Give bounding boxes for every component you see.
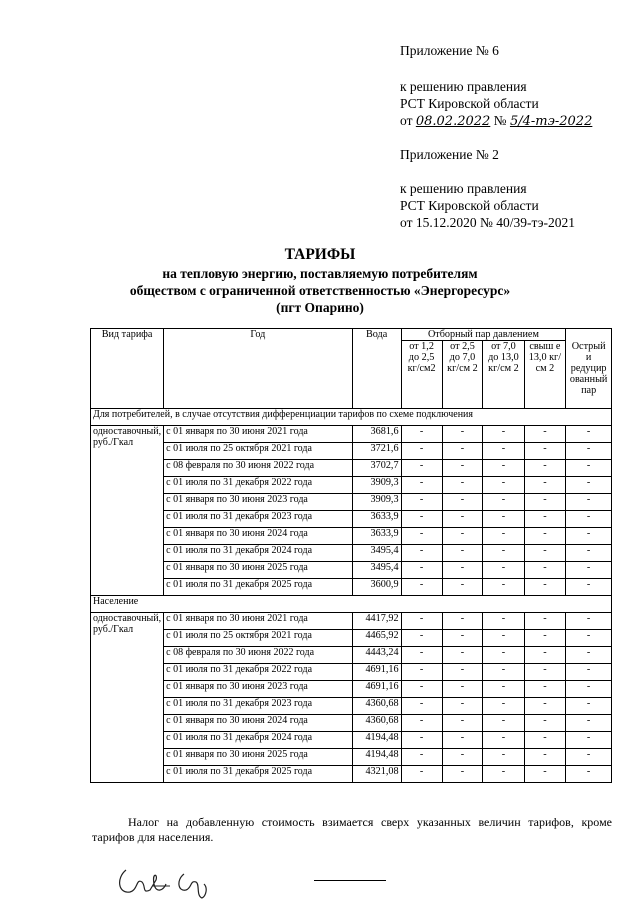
empty-tariff-cell: -: [483, 664, 524, 681]
period-cell: с 01 июля по 31 декабря 2024 года: [164, 732, 353, 749]
water-tariff-cell: 3633,9: [352, 511, 401, 528]
empty-tariff-cell: -: [524, 630, 566, 647]
empty-tariff-cell: -: [524, 460, 566, 477]
empty-tariff-cell: -: [483, 698, 524, 715]
table-row: [91, 698, 612, 715]
table-row: [91, 681, 612, 698]
empty-tariff-cell: -: [524, 511, 566, 528]
appendix-6-header: [400, 42, 499, 59]
period-cell: с 01 июля по 31 декабря 2025 года: [164, 579, 353, 596]
empty-tariff-cell: -: [566, 715, 612, 732]
empty-tariff-cell: -: [442, 528, 483, 545]
empty-tariff-cell: -: [566, 579, 612, 596]
decision-ref-1: [400, 78, 592, 130]
empty-tariff-cell: -: [566, 681, 612, 698]
period-cell: с 01 июля по 25 октября 2021 года: [164, 630, 353, 647]
empty-tariff-cell: -: [442, 681, 483, 698]
empty-tariff-cell: -: [483, 715, 524, 732]
empty-tariff-cell: -: [566, 613, 612, 630]
empty-tariff-cell: -: [483, 681, 524, 698]
water-tariff-cell: 3721,6: [352, 443, 401, 460]
empty-tariff-cell: -: [442, 749, 483, 766]
empty-tariff-cell: -: [483, 460, 524, 477]
empty-tariff-cell: -: [566, 511, 612, 528]
water-tariff-cell: 4691,16: [352, 664, 401, 681]
table-row: [91, 545, 612, 562]
empty-tariff-cell: -: [401, 698, 442, 715]
water-tariff-cell: 4360,68: [352, 698, 401, 715]
period-cell: с 01 июля по 31 декабря 2023 года: [164, 698, 353, 715]
empty-tariff-cell: -: [483, 630, 524, 647]
empty-tariff-cell: -: [442, 545, 483, 562]
empty-tariff-cell: -: [566, 426, 612, 443]
empty-tariff-cell: -: [442, 664, 483, 681]
water-tariff-cell: 3600,9: [352, 579, 401, 596]
decision-line: к решению правления: [400, 79, 527, 94]
empty-tariff-cell: -: [524, 698, 566, 715]
empty-tariff-cell: -: [483, 562, 524, 579]
col-steam-group-header: Отборный пар давлением: [401, 329, 566, 341]
water-tariff-cell: 3909,3: [352, 494, 401, 511]
table-row: [91, 460, 612, 477]
decision-line: к решению правления: [400, 181, 527, 196]
table-row: [91, 732, 612, 749]
water-tariff-cell: 4360,68: [352, 715, 401, 732]
empty-tariff-cell: -: [566, 443, 612, 460]
period-cell: с 01 июля по 31 декабря 2023 года: [164, 511, 353, 528]
period-cell: с 01 января по 30 июня 2024 года: [164, 715, 353, 732]
empty-tariff-cell: -: [401, 477, 442, 494]
empty-tariff-cell: -: [566, 698, 612, 715]
empty-tariff-cell: -: [524, 766, 566, 783]
period-cell: с 01 июля по 31 декабря 2022 года: [164, 477, 353, 494]
empty-tariff-cell: -: [442, 460, 483, 477]
empty-tariff-cell: -: [524, 681, 566, 698]
empty-tariff-cell: -: [524, 715, 566, 732]
col-pressure-1-header: от 1,2 до 2,5 кг/см2: [401, 341, 442, 409]
empty-tariff-cell: -: [442, 562, 483, 579]
col-pressure-2-header: от 2,5 до 7,0 кг/см 2: [442, 341, 483, 409]
period-cell: с 01 января по 30 июня 2023 года: [164, 681, 353, 698]
empty-tariff-cell: -: [483, 426, 524, 443]
section-row: [91, 596, 612, 613]
empty-tariff-cell: -: [483, 579, 524, 596]
water-tariff-cell: 3702,7: [352, 460, 401, 477]
decision-date-number: от 15.12.2020 № 40/39-тэ-2021: [400, 215, 575, 230]
appendix-2-header: [400, 146, 499, 163]
empty-tariff-cell: -: [401, 511, 442, 528]
period-cell: с 01 января по 30 июня 2021 года: [164, 613, 353, 630]
table-row: [91, 528, 612, 545]
empty-tariff-cell: -: [442, 732, 483, 749]
empty-tariff-cell: -: [401, 562, 442, 579]
water-tariff-cell: 4321,08: [352, 766, 401, 783]
empty-tariff-cell: -: [524, 545, 566, 562]
empty-tariff-cell: -: [483, 511, 524, 528]
empty-tariff-cell: -: [566, 766, 612, 783]
period-cell: с 08 февраля по 30 июня 2022 года: [164, 647, 353, 664]
empty-tariff-cell: -: [442, 766, 483, 783]
period-cell: с 01 июля по 25 октября 2021 года: [164, 443, 353, 460]
period-cell: с 01 января по 30 июня 2024 года: [164, 528, 353, 545]
empty-tariff-cell: -: [566, 732, 612, 749]
period-cell: с 01 января по 30 июня 2021 года: [164, 426, 353, 443]
empty-tariff-cell: -: [566, 528, 612, 545]
period-cell: с 01 июля по 31 декабря 2022 года: [164, 664, 353, 681]
empty-tariff-cell: -: [401, 715, 442, 732]
empty-tariff-cell: -: [483, 443, 524, 460]
table-row: [91, 647, 612, 664]
water-tariff-cell: 3633,9: [352, 528, 401, 545]
empty-tariff-cell: -: [442, 443, 483, 460]
empty-tariff-cell: -: [401, 630, 442, 647]
empty-tariff-cell: -: [566, 562, 612, 579]
period-cell: с 01 июля по 31 декабря 2024 года: [164, 545, 353, 562]
water-tariff-cell: 3681,6: [352, 426, 401, 443]
table-row: [91, 579, 612, 596]
empty-tariff-cell: -: [566, 630, 612, 647]
empty-tariff-cell: -: [524, 647, 566, 664]
tariff-kind-cell: одноставочный, руб./Гкал: [91, 613, 164, 783]
empty-tariff-cell: -: [442, 426, 483, 443]
table-row: [91, 426, 612, 443]
empty-tariff-cell: -: [442, 494, 483, 511]
empty-tariff-cell: -: [401, 494, 442, 511]
number-label: №: [493, 113, 507, 128]
empty-tariff-cell: -: [401, 460, 442, 477]
table-row: [91, 613, 612, 630]
empty-tariff-cell: -: [524, 664, 566, 681]
empty-tariff-cell: -: [566, 494, 612, 511]
empty-tariff-cell: -: [401, 579, 442, 596]
table-row: [91, 511, 612, 528]
col-pressure-4-header: свыш е 13,0 кг/см 2: [524, 341, 566, 409]
table-row: [91, 766, 612, 783]
empty-tariff-cell: -: [442, 511, 483, 528]
water-tariff-cell: 3909,3: [352, 477, 401, 494]
empty-tariff-cell: -: [566, 664, 612, 681]
empty-tariff-cell: -: [401, 647, 442, 664]
col-kind-header: Вид тарифа: [91, 329, 164, 409]
empty-tariff-cell: -: [483, 477, 524, 494]
empty-tariff-cell: -: [401, 613, 442, 630]
empty-tariff-cell: -: [401, 732, 442, 749]
empty-tariff-cell: -: [566, 545, 612, 562]
empty-tariff-cell: -: [483, 766, 524, 783]
from-label: от: [400, 113, 413, 128]
empty-tariff-cell: -: [442, 477, 483, 494]
empty-tariff-cell: -: [483, 749, 524, 766]
handwritten-number: 5/4-тэ-2022: [509, 114, 593, 129]
water-tariff-cell: 4417,92: [352, 613, 401, 630]
empty-tariff-cell: -: [483, 528, 524, 545]
empty-tariff-cell: -: [442, 613, 483, 630]
empty-tariff-cell: -: [524, 562, 566, 579]
table-row: [91, 477, 612, 494]
empty-tariff-cell: -: [442, 715, 483, 732]
empty-tariff-cell: -: [566, 460, 612, 477]
empty-tariff-cell: -: [401, 545, 442, 562]
empty-tariff-cell: -: [483, 647, 524, 664]
decision-ref-2: [400, 180, 575, 231]
empty-tariff-cell: -: [401, 766, 442, 783]
col-pressure-3-header: от 7,0 до 13,0 кг/см 2: [483, 341, 524, 409]
section-title: Для потребителей, в случае отсутствия дифференциации тарифов по схеме подключения: [91, 409, 612, 426]
appendix-2-title: Приложение № 2: [400, 147, 499, 162]
tariff-body: [91, 409, 612, 783]
tariff-kind-cell: одноставочный, руб./Гкал: [91, 426, 164, 596]
decision-date-number: [400, 112, 592, 130]
authority-line: РСТ Кировской области: [400, 198, 539, 213]
subtitle-line-1: на тепловую энергию, поставляемую потребителям: [162, 266, 478, 281]
col-year-header: Год: [164, 329, 353, 409]
section-title: Население: [91, 596, 612, 613]
empty-tariff-cell: -: [401, 749, 442, 766]
empty-tariff-cell: -: [524, 579, 566, 596]
table-row: [91, 749, 612, 766]
table-row: [91, 630, 612, 647]
water-tariff-cell: 4465,92: [352, 630, 401, 647]
empty-tariff-cell: -: [524, 749, 566, 766]
appendix-6-title: Приложение № 6: [400, 43, 499, 58]
water-tariff-cell: 4194,48: [352, 749, 401, 766]
tariff-table: [90, 328, 612, 783]
empty-tariff-cell: -: [401, 426, 442, 443]
empty-tariff-cell: -: [483, 732, 524, 749]
document-title: ТАРИФЫ: [284, 246, 356, 263]
signature-image: [112, 860, 222, 902]
empty-tariff-cell: -: [566, 647, 612, 664]
table-row: [91, 664, 612, 681]
table-row: [91, 715, 612, 732]
period-cell: с 01 января по 30 июня 2025 года: [164, 562, 353, 579]
section-row: [91, 409, 612, 426]
empty-tariff-cell: -: [401, 528, 442, 545]
empty-tariff-cell: -: [483, 613, 524, 630]
subtitle-line-3: (пгт Опарино): [276, 300, 364, 315]
empty-tariff-cell: -: [401, 443, 442, 460]
authority-line: РСТ Кировской области: [400, 96, 539, 111]
water-tariff-cell: 4194,48: [352, 732, 401, 749]
table-row: [91, 494, 612, 511]
period-cell: с 01 июля по 31 декабря 2025 года: [164, 766, 353, 783]
empty-tariff-cell: -: [524, 613, 566, 630]
empty-tariff-cell: -: [566, 477, 612, 494]
empty-tariff-cell: -: [524, 732, 566, 749]
empty-tariff-cell: -: [401, 664, 442, 681]
handwritten-date: 08.02.2022: [415, 114, 491, 129]
separator-line: [314, 880, 386, 881]
empty-tariff-cell: -: [401, 681, 442, 698]
empty-tariff-cell: -: [442, 698, 483, 715]
empty-tariff-cell: -: [483, 494, 524, 511]
period-cell: с 01 января по 30 июня 2023 года: [164, 494, 353, 511]
table-row: [91, 562, 612, 579]
period-cell: с 01 января по 30 июня 2025 года: [164, 749, 353, 766]
empty-tariff-cell: -: [524, 426, 566, 443]
vat-note-text: Налог на добавленную стоимость взимается сверх указанных величин тарифов, кроме тарифов для населения.: [92, 815, 612, 844]
empty-tariff-cell: -: [483, 545, 524, 562]
water-tariff-cell: 3495,4: [352, 545, 401, 562]
empty-tariff-cell: -: [442, 647, 483, 664]
table-row: [91, 443, 612, 460]
empty-tariff-cell: -: [524, 528, 566, 545]
empty-tariff-cell: -: [524, 443, 566, 460]
vat-note: [92, 815, 612, 845]
water-tariff-cell: 4691,16: [352, 681, 401, 698]
empty-tariff-cell: -: [442, 630, 483, 647]
col-water-header: Вода: [352, 329, 401, 409]
empty-tariff-cell: -: [524, 477, 566, 494]
empty-tariff-cell: -: [524, 494, 566, 511]
water-tariff-cell: 4443,24: [352, 647, 401, 664]
period-cell: с 08 февраля по 30 июня 2022 года: [164, 460, 353, 477]
empty-tariff-cell: -: [566, 749, 612, 766]
subtitle-line-2: обществом с ограниченной ответственностью «Энергоресурс»: [129, 283, 511, 298]
col-sharp-steam-header: Острый и редуцир ованный пар: [566, 329, 612, 409]
empty-tariff-cell: -: [442, 579, 483, 596]
water-tariff-cell: 3495,4: [352, 562, 401, 579]
